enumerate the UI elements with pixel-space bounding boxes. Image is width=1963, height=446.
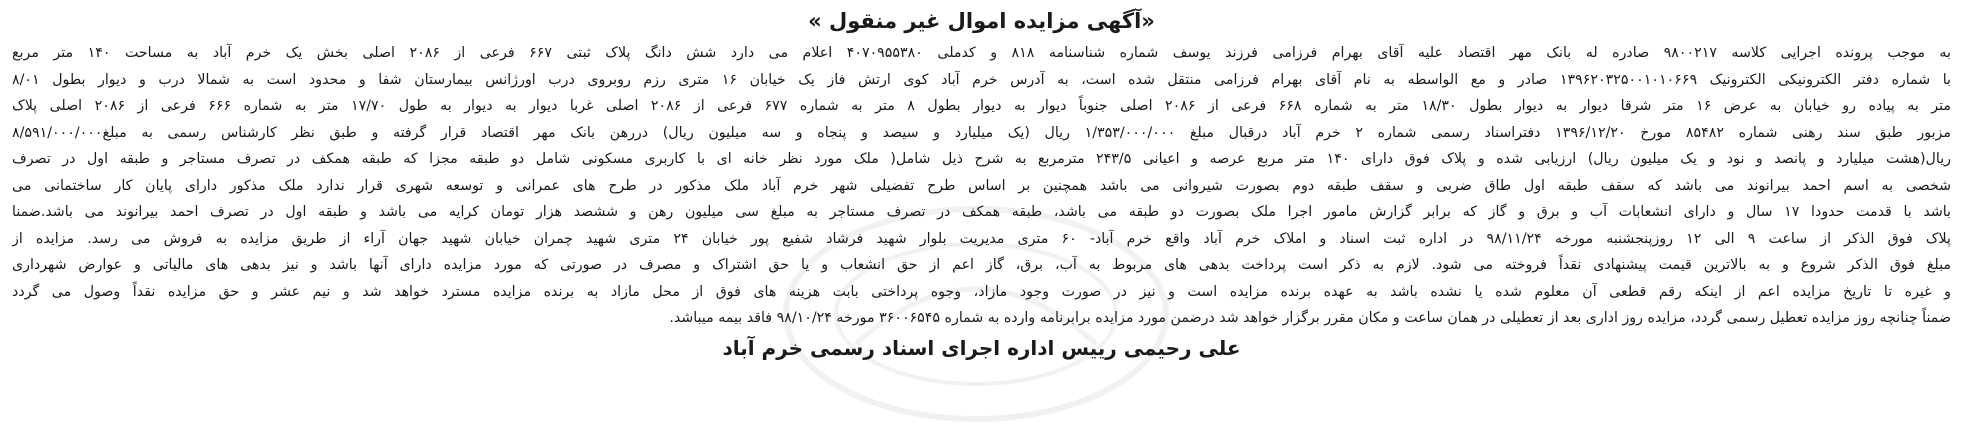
notice-line: با شماره دفتر الکترونیکی الکترونیک ۱۳۹۶۲۰۳۲۵۰۰۱۰۱۰۶۶۹ صادر و مع الواسطه به نام آقای بهرام فرزامی منتقل شده است، به آدرس خرم آباد کوی ارتش فاز یک خیابان ۱۶ متری رزم روبروی درب اورژانس بیمارستان شفا و محدود است به شمالا درب و دیوار بطول ۸/۰۱ xyxy=(12,71,1951,88)
notice-line: مبلغ فوق الذکر شروع و به بالاترین قیمت پیشنهادی نقداً فروخته می شود. لازم به ذکر است پرداخت بدهی های مربوط به آب، برق، گاز اعم از حق انشعاب و یا حق اشتراک و مصرف در صورتی که مورد مزایده دارای آنها باشد و نیز بدهی های مالیاتی و عوارض شهرداری xyxy=(12,257,1951,273)
auction-notice xyxy=(6,4,1957,440)
notice-line: مزبور طبق سند رهنی شماره ۸۵۴۸۲ مورخ ۱۳۹۶/۱۲/۲۰ دفتراسناد رسمی شماره ۲ خرم آباد درقبال مبلغ ۱/۳۵۳/۰۰۰/۰۰۰ ریال (یک میلیارد و سیصد و پنجاه و سه میلیون ریال) دررهن بانک مهر اقتصاد قرار گرفته و طبق نظر کارشناس رسمی به مبلغ۸/۵۹۱/۰۰۰/۰۰۰ xyxy=(12,124,1951,141)
signature-line: علی رحیمی رییس اداره اجرای اسناد رسمی خرم آباد xyxy=(722,335,1241,360)
notice-line: شخصی به اسم احمد بیرانوند می باشد که سقف طبقه اول طاق ضربی و سقف طبقه دوم بصورت شیروانی می باشد همچنین بر اساس طرح تفضیلی شهر خرم آباد ملک مذکور در طرح های عمرانی و توسعه شهری قرار ندارد ملک مذکور دارای پایان کار ساختمانی می xyxy=(12,177,1951,194)
notice-line: پلاک فوق الذکر از ساعت ۹ الی ۱۲ روزپنجشنبه مورخه ۹۸/۱۱/۲۴ در اداره ثبت اسناد و املاک خرم آباد واقع خرم آباد- ۶۰ متری مدیریت بلوار شهید فرشاد شفیع پور خیابان ۲۴ متری شهید چمران خیابان شهید جهان آراء از طریق مزایده به فروش می رسد. مزایده از xyxy=(12,230,1951,247)
notice-title: «آگهی مزایده اموال غیر منقول » xyxy=(808,9,1155,33)
notice-line: به موجب پرونده اجرایی کلاسه ۹۸۰۰۲۱۷ صادره له بانک مهر اقتصاد علیه آقای بهرام فرزامی فرزند یوسف شماره شناسنامه ۸۱۸ و کدملی ۴۰۷۰۹۵۵۳۸۰ اعلام می دارد شش دانگ پلاک ثبتی ۶۶۷ فرعی از ۲۰۸۶ اصلی بخش یک خرم آباد به مساحت ۱۴۰ متر مربع xyxy=(12,45,1951,61)
notice-line: ضمناً چنانچه روز مزایده تعطیل رسمی گردد، مزایده روز اداری بعد از تعطیلی در همان ساعت و مکان مقرر برگزار خواهد شد درضمن مورد مزایده برابرنامه وارده به شماره ۳۶۰۰۶۵۴۵ مورخه ۹۸/۱۰/۲۴ فاقد بیمه میباشد. xyxy=(669,310,1951,326)
notice-line: ریال(هشت میلیارد و پانصد و نود و یک میلیون ریال) ارزیابی شده و پلاک فوق دارای ۱۴۰ متر مربع عرصه و اعیانی ۲۴۳/۵ مترمربع به شرح ذیل شامل( ملک مورد نظر خانه ای با کاربری مسکونی شامل دو طبقه مجزا که طبقه همکف در تصرف مستاجر و طبقه اول در تصرف xyxy=(12,151,1951,167)
notice-line: متر به پیاده رو خیابان به عرض ۱۶ متر شرقا دیوار به دیوار بطول ۱۸/۳۰ متر به شماره ۶۶۸ فرعی از ۲۰۸۶ اصلی جنوباً دیوار به دیوار بطول ۸ متر به شماره ۶۷۷ فرعی از ۲۰۸۶ اصلی غربا دیوار به دیوار به طول ۱۷/۷۰ متر به شماره ۶۶۶ فرعی از ۲۰۸۶ اصلی پلاک xyxy=(12,98,1951,114)
notice-line: باشد با قدمت حدودا ۱۷ سال و دارای انشعابات آب و برق و گاز که برابر گزارش مامور اجرا ملک بصورت دو طبقه می باشد، طبقه همکف در تصرف مستاجر به مبلغ سی میلیون رهن و ششصد هزار تومان کرایه می باشد و طبقه اول در تصرف احمد بیرانوند می باشد.ضمنا xyxy=(12,204,1951,220)
notice-body xyxy=(6,40,1957,332)
notice-line: و غیره تا تاریخ مزایده اعم از اینکه رقم قطعی آن معلوم شده یا نشده باشد به عهده برنده مزایده است و نیز در صورت وجود مازاد، وجوه پرداختی بابت هزینه های فوق از محل مازاد به برنده مزایده مسترد خواهد شد و نیم عشر و حق مزایده نقداً وصول می گردد xyxy=(12,283,1951,300)
